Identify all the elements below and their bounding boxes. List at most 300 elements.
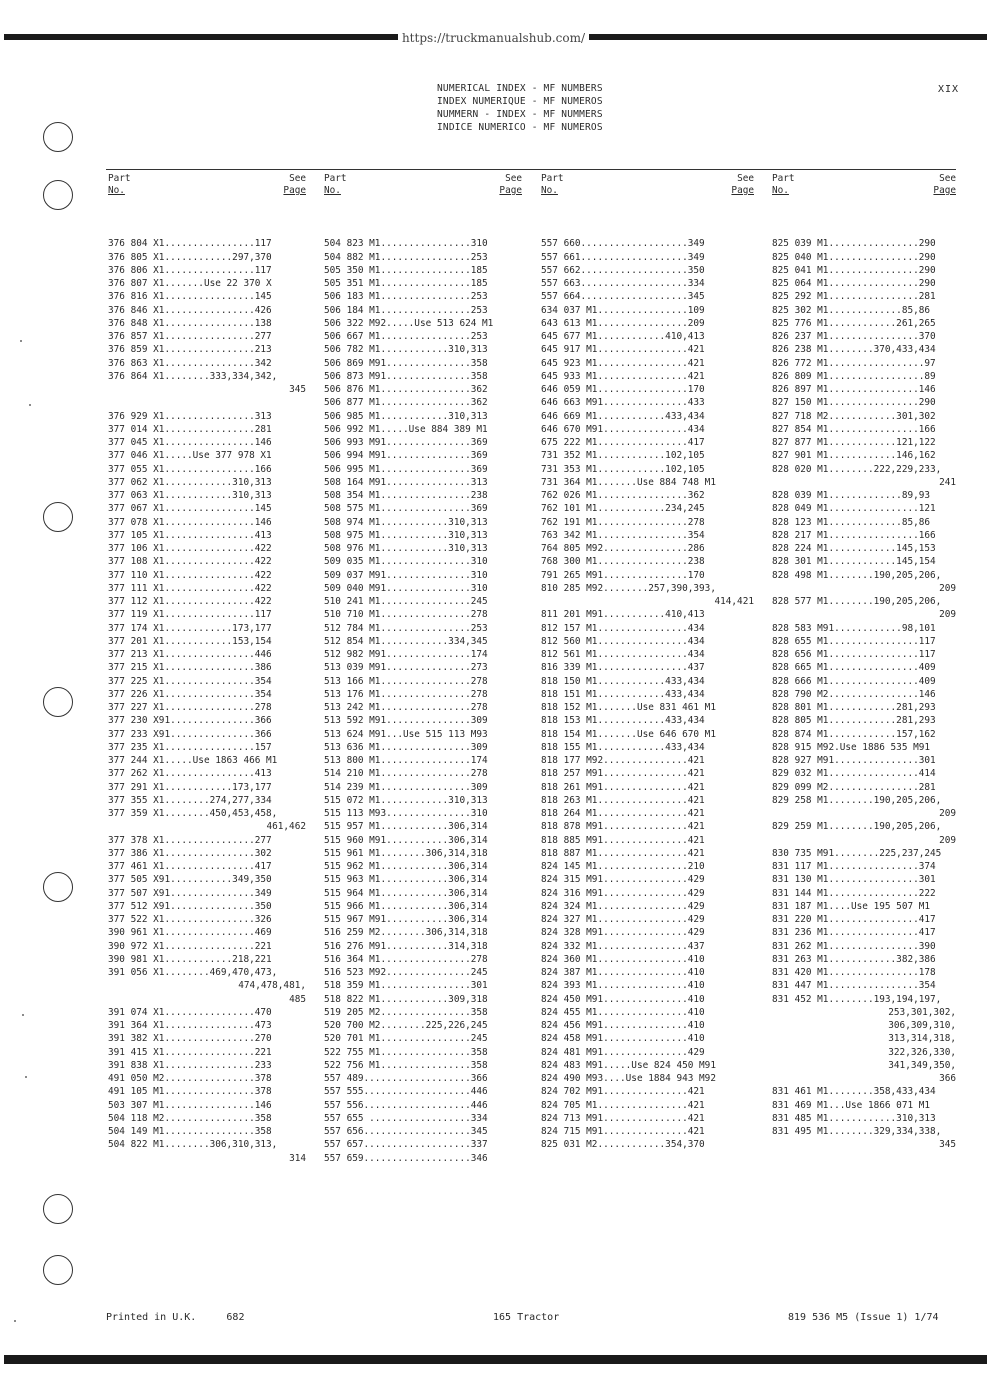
index-column-4 xyxy=(772,173,956,1152)
index-entry: 812 561 M1................434 xyxy=(541,649,705,660)
index-entry: 818 257 M91...............421 xyxy=(541,768,705,780)
index-entry: 376 859 X1................213 xyxy=(108,344,272,356)
index-entry: 377 111 X1................422 xyxy=(108,582,272,594)
index-entry: 491 050 M2................378 xyxy=(108,1073,272,1084)
index-entry: 506 985 M1............310,313 xyxy=(324,410,488,422)
index-entry: 824 481 M91...............429 xyxy=(541,1046,705,1058)
index-entry: 645 677 M1............410,413 xyxy=(541,331,705,342)
index-entry: 828 498 M1........190,205,206, xyxy=(772,569,942,581)
index-entry: 557 659...................346 xyxy=(324,1152,488,1164)
index-entry: 824 458 M91...............410 xyxy=(541,1033,705,1045)
index-entry: 831 262 M1................390 xyxy=(772,940,936,952)
index-entry: 377 235 X1................157 xyxy=(108,741,272,753)
index-entry: 557 662...................350 xyxy=(541,264,705,276)
index-entry: 818 887 M1................421 xyxy=(541,847,705,859)
index-entry: 827 150 M1................290 xyxy=(772,397,936,409)
index-entry: 506 782 M1............310,313 xyxy=(324,344,488,356)
index-entry: 377 262 X1................413 xyxy=(108,768,272,780)
footer-model: 165 Tractor xyxy=(493,1312,560,1323)
scan-speck xyxy=(22,1014,24,1016)
entry-spacer xyxy=(108,396,306,409)
index-entry: 818 261 M91...............421 xyxy=(541,781,705,793)
index-entry: 508 976 M1............310,313 xyxy=(324,543,488,554)
index-entry: 831 220 M1................417 xyxy=(772,914,936,925)
index-entry: 827 718 M2............301,302 xyxy=(772,410,936,422)
index-entry: 376 807 X1.......Use 22 370 X xyxy=(108,278,272,289)
index-entry: 519 205 M2................358 xyxy=(324,1006,488,1018)
index-entry: 818 153 M1............433,434 xyxy=(541,715,705,727)
index-entry: 515 960 M91...........306,314 xyxy=(324,834,488,846)
index-entry: 824 456 M91...............410 xyxy=(541,1020,705,1031)
index-entry: 376 806 X1................117 xyxy=(108,264,272,276)
index-entry: 827 877 M1............121,122 xyxy=(772,437,936,448)
index-entry: 557 656...................345 xyxy=(324,1126,488,1137)
index-entry-continuation: 253,301,302, xyxy=(888,1006,956,1018)
index-entry: 377 201 X1............153,154 xyxy=(108,635,272,647)
index-entry: 377 063 X1............310,313 xyxy=(108,490,272,501)
index-entry: 377 378 X1................277 xyxy=(108,834,272,846)
index-entry-continuation: 485 xyxy=(289,993,306,1005)
index-entry: 513 176 M1................278 xyxy=(324,688,488,700)
index-entry: 831 461 M1........358,433,434 xyxy=(772,1086,936,1098)
index-entry: 557 655 ..................334 xyxy=(324,1112,488,1124)
index-entry: 818 151 M1............433,434 xyxy=(541,688,705,700)
index-entry: 376 805 X1............297,370 xyxy=(108,251,272,263)
index-entry: 377 108 X1................422 xyxy=(108,556,272,568)
index-entry: 818 878 M91...............421 xyxy=(541,821,705,833)
index-entry: 646 669 M1............433,434 xyxy=(541,410,705,422)
index-entry: 515 962 M1............306,314 xyxy=(324,861,488,872)
index-entry: 506 995 M1................369 xyxy=(324,463,488,475)
index-entry: 731 353 M1............102,105 xyxy=(541,463,705,475)
index-entry: 831 144 M1................222 xyxy=(772,887,936,899)
page-label: Page xyxy=(933,185,956,196)
no-label: No. xyxy=(772,185,789,196)
index-entry: 377 110 X1................422 xyxy=(108,569,272,581)
index-entry: 824 360 M1................410 xyxy=(541,953,705,965)
see-label: See xyxy=(505,173,522,184)
index-entry: 504 823 M1................310 xyxy=(324,238,488,250)
index-entry: 557 663...................334 xyxy=(541,278,705,289)
index-entry: 510 710 M1................278 xyxy=(324,609,488,621)
index-entry: 514 210 M1................278 xyxy=(324,768,488,780)
index-entry: 828 927 M91...............301 xyxy=(772,755,936,766)
index-entry: 377 055 X1................166 xyxy=(108,463,272,475)
index-entry: 731 352 M1............102,105 xyxy=(541,450,705,462)
index-entry: 831 420 M1................178 xyxy=(772,967,936,978)
scan-speck xyxy=(25,1076,27,1078)
index-entry-continuation: 314 xyxy=(289,1152,306,1164)
index-entry: 513 636 M1................309 xyxy=(324,741,488,753)
index-entry: 830 735 M91........225,237,245 xyxy=(772,847,942,859)
index-entry: 762 191 M1................278 xyxy=(541,516,705,528)
index-entry: 377 062 X1............310,313 xyxy=(108,476,272,488)
index-entry: 831 469 M1...Use 1866 071 M1 xyxy=(772,1099,931,1111)
index-entry-continuation: 306,309,310, xyxy=(888,1020,956,1031)
url-text: https://truckmanualshub.com/ xyxy=(398,31,589,45)
index-entry: 509 035 M1................310 xyxy=(324,556,488,568)
index-entry: 824 324 M1................429 xyxy=(541,900,705,912)
entry-spacer xyxy=(324,224,522,237)
index-entry: 825 302 M1.............85,86 xyxy=(772,304,931,316)
index-entry: 377 014 X1................281 xyxy=(108,423,272,435)
index-column-1 xyxy=(108,173,306,1165)
index-entry: 831 187 M1....Use 195 507 M1 xyxy=(772,900,931,912)
index-entry: 376 864 X1........333,334,342, xyxy=(108,370,278,382)
index-entry: 513 800 M1................174 xyxy=(324,755,488,766)
index-entry: 643 613 M1................209 xyxy=(541,317,705,329)
title-line: INDEX NUMERIQUE - MF NUMEROS xyxy=(437,96,603,107)
index-entry: 828 123 M1.............85,86 xyxy=(772,516,931,528)
index-entry: 510 241 M1................245 xyxy=(324,596,488,607)
scan-speck xyxy=(14,1320,16,1322)
index-entry: 391 838 X1................233 xyxy=(108,1059,272,1071)
index-entry: 377 386 X1................302 xyxy=(108,847,272,859)
page-label: Page xyxy=(283,185,306,196)
index-entry: 506 322 M92.....Use 513 624 M1 xyxy=(324,317,494,329)
index-entry: 516 276 M91...........314,318 xyxy=(324,940,488,952)
index-entry: 506 869 M91...............358 xyxy=(324,357,488,369)
index-entry: 812 157 M1................434 xyxy=(541,622,705,634)
index-entry: 515 957 M1............306,314 xyxy=(324,821,488,833)
index-entry: 831 447 M1................354 xyxy=(772,980,936,992)
index-entry-continuation: 209 xyxy=(939,834,956,846)
index-entry: 522 756 M1................358 xyxy=(324,1059,488,1071)
index-entry: 831 130 M1................301 xyxy=(772,874,936,886)
index-entry: 824 316 M91...............429 xyxy=(541,887,705,899)
index-entry-continuation: 414,421 xyxy=(714,596,754,607)
index-entry: 377 067 X1................145 xyxy=(108,503,272,515)
index-entry: 391 364 X1................473 xyxy=(108,1020,272,1031)
index-entry: 377 174 X1............173,177 xyxy=(108,622,272,634)
index-entry: 829 259 M1........190,205,206, xyxy=(772,821,942,833)
index-entry: 377 045 X1................146 xyxy=(108,437,272,448)
index-entry: 376 857 X1................277 xyxy=(108,331,272,342)
index-entry: 506 992 M1.....Use 884 389 M1 xyxy=(324,423,488,435)
index-entry: 377 291 X1............173,177 xyxy=(108,781,272,793)
index-entry: 376 816 X1................145 xyxy=(108,291,272,303)
index-entry: 377 106 X1................422 xyxy=(108,543,272,554)
index-entry: 377 046 X1.....Use 377 978 X1 xyxy=(108,450,272,462)
index-entry: 377 359 X1........450,453,458, xyxy=(108,808,278,819)
index-entry: 824 702 M91...............421 xyxy=(541,1086,705,1098)
index-entry: 762 101 M1............234,245 xyxy=(541,503,705,515)
index-entry: 377 215 X1................386 xyxy=(108,662,272,674)
index-title xyxy=(437,82,603,134)
index-entry: 376 863 X1................342 xyxy=(108,357,272,369)
index-entry: 818 150 M1............433,434 xyxy=(541,675,705,687)
index-entry: 828 049 M1................121 xyxy=(772,503,936,515)
index-entry: 505 351 M1................185 xyxy=(324,278,488,289)
index-entry: 506 877 M1................362 xyxy=(324,397,488,409)
index-entry: 812 560 M1................434 xyxy=(541,635,705,647)
binder-hole-icon xyxy=(43,122,73,152)
index-entry: 645 923 M1................421 xyxy=(541,357,705,369)
index-entry: 824 713 M91...............421 xyxy=(541,1112,705,1124)
index-entry: 829 099 M2................281 xyxy=(772,781,936,793)
index-entry: 828 301 M1............145,154 xyxy=(772,556,936,568)
index-entry: 824 455 M1................410 xyxy=(541,1006,705,1018)
index-entry: 818 885 M91...............421 xyxy=(541,834,705,846)
index-entry: 828 874 M1............157,162 xyxy=(772,728,936,740)
index-entry: 831 495 M1........329,334,338, xyxy=(772,1126,942,1137)
index-entry: 509 037 M91...............310 xyxy=(324,569,488,581)
entry-list xyxy=(108,224,306,1165)
index-entry: 826 809 M1.................89 xyxy=(772,370,936,382)
page-label: Page xyxy=(731,185,754,196)
index-entry: 505 350 M1................185 xyxy=(324,264,488,276)
index-entry: 512 982 M91...............174 xyxy=(324,649,488,660)
index-entry: 645 933 M1................421 xyxy=(541,370,705,382)
scan-speck xyxy=(29,404,31,406)
index-entry: 515 113 M93...............310 xyxy=(324,808,488,819)
index-entry: 827 901 M1............146,162 xyxy=(772,450,936,462)
index-entry: 818 263 M1................421 xyxy=(541,794,705,806)
index-entry: 377 507 X91...............349 xyxy=(108,887,272,899)
index-entry: 520 700 M2........225,226,245 xyxy=(324,1020,488,1031)
index-entry: 390 972 X1................221 xyxy=(108,940,272,952)
index-entry: 818 154 M1.......Use 646 670 M1 xyxy=(541,728,716,740)
index-entry: 645 917 M1................421 xyxy=(541,344,705,356)
index-entry: 824 332 M1................437 xyxy=(541,940,705,952)
index-entry: 390 981 X1............218,221 xyxy=(108,953,272,965)
index-entry: 557 657...................337 xyxy=(324,1139,488,1151)
index-entry: 508 975 M1............310,313 xyxy=(324,529,488,541)
index-entry: 515 967 M91...........306,314 xyxy=(324,914,488,925)
binder-hole-icon xyxy=(43,502,73,532)
index-entry: 512 784 M1................253 xyxy=(324,622,488,634)
index-entry: 377 078 X1................146 xyxy=(108,516,272,528)
index-entry: 508 354 M1................238 xyxy=(324,490,488,501)
index-entry: 513 039 M91...............273 xyxy=(324,662,488,674)
index-entry: 828 656 M1................117 xyxy=(772,649,936,660)
index-entry: 513 242 M1................278 xyxy=(324,702,488,713)
index-entry: 646 670 M91...............434 xyxy=(541,423,705,435)
column-header xyxy=(772,173,956,199)
index-entry: 508 974 M1............310,313 xyxy=(324,516,488,528)
index-entry: 514 239 M1................309 xyxy=(324,781,488,793)
index-entry: 377 244 X1.....Use 1863 466 M1 xyxy=(108,755,278,766)
index-entry: 828 217 M1................166 xyxy=(772,529,936,541)
index-entry: 391 074 X1................470 xyxy=(108,1006,272,1018)
index-entry: 522 755 M1................358 xyxy=(324,1046,488,1058)
index-entry: 377 512 X91...............350 xyxy=(108,900,272,912)
index-entry: 829 032 M1................414 xyxy=(772,768,936,780)
index-entry: 508 164 M91...............313 xyxy=(324,476,488,488)
index-entry: 508 575 M1................369 xyxy=(324,503,488,515)
index-entry: 818 264 M1................421 xyxy=(541,808,705,819)
index-entry: 377 505 X91...........349,350 xyxy=(108,874,272,886)
index-entry: 377 226 X1................354 xyxy=(108,688,272,700)
no-label: No. xyxy=(324,185,341,196)
index-entry: 824 145 M1................210 xyxy=(541,861,705,872)
index-entry: 503 307 M1................146 xyxy=(108,1099,272,1111)
entry-list xyxy=(324,224,522,1165)
index-entry: 824 715 M91...............421 xyxy=(541,1126,705,1137)
index-entry: 377 522 X1................326 xyxy=(108,914,272,925)
index-entry: 824 393 M1................410 xyxy=(541,980,705,992)
index-entry-continuation: 474,478,481, xyxy=(238,980,306,992)
index-entry: 509 040 M91...............310 xyxy=(324,582,488,594)
entry-spacer xyxy=(108,224,306,237)
index-entry: 391 056 X1........469,470,473, xyxy=(108,967,278,978)
index-entry: 831 117 M1................374 xyxy=(772,861,936,872)
index-entry: 828 915 M92.Use 1886 535 M91 xyxy=(772,741,931,753)
index-entry: 506 876 M1................362 xyxy=(324,384,488,395)
index-entry: 557 661...................349 xyxy=(541,251,705,263)
index-entry: 831 452 M1........193,194,197, xyxy=(772,993,942,1005)
see-label: See xyxy=(737,173,754,184)
header-rule xyxy=(106,169,956,170)
index-entry: 826 772 M1.................97 xyxy=(772,357,936,369)
entry-list xyxy=(541,224,754,1152)
source-url xyxy=(0,31,987,45)
part-label: Part xyxy=(108,173,131,184)
index-entry: 828 805 M1............281,293 xyxy=(772,715,936,727)
binder-hole-icon xyxy=(43,1194,73,1224)
index-entry: 377 213 X1................446 xyxy=(108,649,272,660)
index-entry: 557 664...................345 xyxy=(541,291,705,303)
index-entry: 824 483 M91.....Use 824 450 M91 xyxy=(541,1059,716,1071)
index-entry: 377 225 X1................354 xyxy=(108,675,272,687)
index-entry: 811 201 M91...........410,413 xyxy=(541,609,705,621)
index-entry: 828 224 M1............145,153 xyxy=(772,543,936,554)
index-entry: 491 105 M1................378 xyxy=(108,1086,272,1098)
index-column-3 xyxy=(541,173,754,1152)
page-number: XIX xyxy=(938,84,960,95)
index-entry: 516 364 M1................278 xyxy=(324,953,488,965)
index-entry: 828 583 M91............98,101 xyxy=(772,622,936,634)
index-entry: 506 993 M91...............369 xyxy=(324,437,488,448)
index-entry: 377 112 X1................422 xyxy=(108,596,272,607)
index-entry: 824 328 M91...............429 xyxy=(541,927,705,939)
index-entry: 512 854 M1............334,345 xyxy=(324,635,488,647)
index-entry: 557 556...................446 xyxy=(324,1099,488,1111)
index-entry: 376 804 X1................117 xyxy=(108,238,272,250)
page-label: Page xyxy=(499,185,522,196)
index-entry: 818 155 M1............433,434 xyxy=(541,741,705,753)
entry-list xyxy=(772,224,956,1152)
index-entry: 506 873 M91...............358 xyxy=(324,370,488,382)
entry-spacer xyxy=(541,224,754,237)
index-entry: 828 665 M1................409 xyxy=(772,662,936,674)
index-entry-continuation: 345 xyxy=(939,1139,956,1151)
binder-hole-icon xyxy=(43,872,73,902)
index-entry: 506 183 M1................253 xyxy=(324,291,488,303)
scan-speck xyxy=(20,340,22,342)
index-entry: 557 660...................349 xyxy=(541,238,705,250)
binder-hole-icon xyxy=(43,1255,73,1285)
index-entry: 377 227 X1................278 xyxy=(108,702,272,713)
index-entry-continuation: 461,462 xyxy=(266,821,306,833)
index-entry: 826 237 M1................370 xyxy=(772,331,936,342)
index-entry: 377 105 X1................413 xyxy=(108,529,272,541)
column-header xyxy=(108,173,306,199)
index-entry: 831 236 M1................417 xyxy=(772,927,936,939)
index-entry: 377 230 X91...............366 xyxy=(108,715,272,727)
index-entry: 818 177 M92...............421 xyxy=(541,755,705,766)
part-label: Part xyxy=(324,173,347,184)
index-entry-continuation: 209 xyxy=(939,609,956,621)
index-entry-continuation: 322,326,330, xyxy=(888,1046,956,1058)
column-header xyxy=(541,173,754,199)
index-entry: 506 184 M1................253 xyxy=(324,304,488,316)
index-entry: 824 327 M1................429 xyxy=(541,914,705,925)
index-entry-continuation: 341,349,350, xyxy=(888,1059,956,1071)
index-entry: 504 149 M1................358 xyxy=(108,1126,272,1137)
title-line: INDICE NUMERICO - MF NUMEROS xyxy=(437,122,603,133)
index-entry: 827 854 M1................166 xyxy=(772,423,936,435)
index-entry: 828 801 M1............281,293 xyxy=(772,702,936,713)
title-line: NUMMERN - INDEX - MF NUMMERS xyxy=(437,109,603,120)
index-entry: 557 489...................366 xyxy=(324,1073,488,1084)
index-entry: 763 342 M1................354 xyxy=(541,529,705,541)
part-label: Part xyxy=(541,173,564,184)
index-entry: 828 790 M2................146 xyxy=(772,688,936,700)
index-entry-continuation: 366 xyxy=(939,1073,956,1084)
index-entry: 516 523 M92...............245 xyxy=(324,967,488,978)
index-entry: 515 963 M1............306,314 xyxy=(324,874,488,886)
index-entry: 764 805 M92...............286 xyxy=(541,543,705,554)
index-entry: 824 315 M91...............429 xyxy=(541,874,705,886)
index-entry: 810 285 M92........257,390,393, xyxy=(541,582,716,594)
index-entry-continuation: 209 xyxy=(939,808,956,819)
index-entry: 791 265 M91...............170 xyxy=(541,569,705,581)
footer-print-info: Printed in U.K. 682 xyxy=(106,1312,245,1323)
index-entry: 818 152 M1.......Use 831 461 M1 xyxy=(541,702,716,713)
entry-spacer xyxy=(772,224,956,237)
index-entry: 376 929 X1................313 xyxy=(108,410,272,422)
index-entry: 828 020 M1........222,229,233, xyxy=(772,463,942,475)
index-entry-continuation: 345 xyxy=(289,384,306,395)
index-entry: 831 485 M1............310,313 xyxy=(772,1112,936,1124)
index-entry: 825 041 M1................290 xyxy=(772,264,936,276)
index-entry: 506 667 M1................253 xyxy=(324,331,488,342)
column-header xyxy=(324,173,522,199)
title-line: NUMERICAL INDEX - MF NUMBERS xyxy=(437,83,603,94)
index-entry: 825 040 M1................290 xyxy=(772,251,936,263)
index-entry: 513 624 M91...Use 515 113 M93 xyxy=(324,728,488,740)
index-entry: 515 966 M1............306,314 xyxy=(324,900,488,912)
index-entry: 518 359 M1................301 xyxy=(324,980,488,992)
index-entry: 634 037 M1................109 xyxy=(541,304,705,316)
index-entry: 516 259 M2........306,314,318 xyxy=(324,927,488,939)
index-entry: 826 897 M1................146 xyxy=(772,384,936,395)
index-entry: 828 655 M1................117 xyxy=(772,635,936,647)
index-entry: 828 039 M1.............89,93 xyxy=(772,490,931,501)
index-entry: 506 994 M91...............369 xyxy=(324,450,488,462)
index-entry: 513 592 M91...............309 xyxy=(324,715,488,727)
index-entry: 518 822 M1............309,318 xyxy=(324,993,488,1005)
index-entry: 824 490 M93....Use 1884 943 M92 xyxy=(541,1073,716,1084)
index-entry: 376 846 X1................426 xyxy=(108,304,272,316)
index-entry: 824 705 M1................421 xyxy=(541,1099,705,1111)
index-entry: 504 882 M1................253 xyxy=(324,251,488,263)
index-entry: 828 577 M1........190,205,206, xyxy=(772,596,942,607)
index-entry: 828 666 M1................409 xyxy=(772,675,936,687)
index-entry: 825 776 M1............261,265 xyxy=(772,317,936,329)
index-entry-continuation: 313,314,318, xyxy=(888,1033,956,1045)
index-entry: 557 555...................446 xyxy=(324,1086,488,1098)
see-label: See xyxy=(289,173,306,184)
index-entry: 377 233 X91...............366 xyxy=(108,728,272,740)
binder-hole-icon xyxy=(43,687,73,717)
index-entry: 646 663 M91...............433 xyxy=(541,397,705,409)
index-entry: 824 387 M1................410 xyxy=(541,967,705,978)
index-entry-continuation: 209 xyxy=(939,582,956,594)
index-entry: 825 039 M1................290 xyxy=(772,238,936,250)
no-label: No. xyxy=(108,185,125,196)
